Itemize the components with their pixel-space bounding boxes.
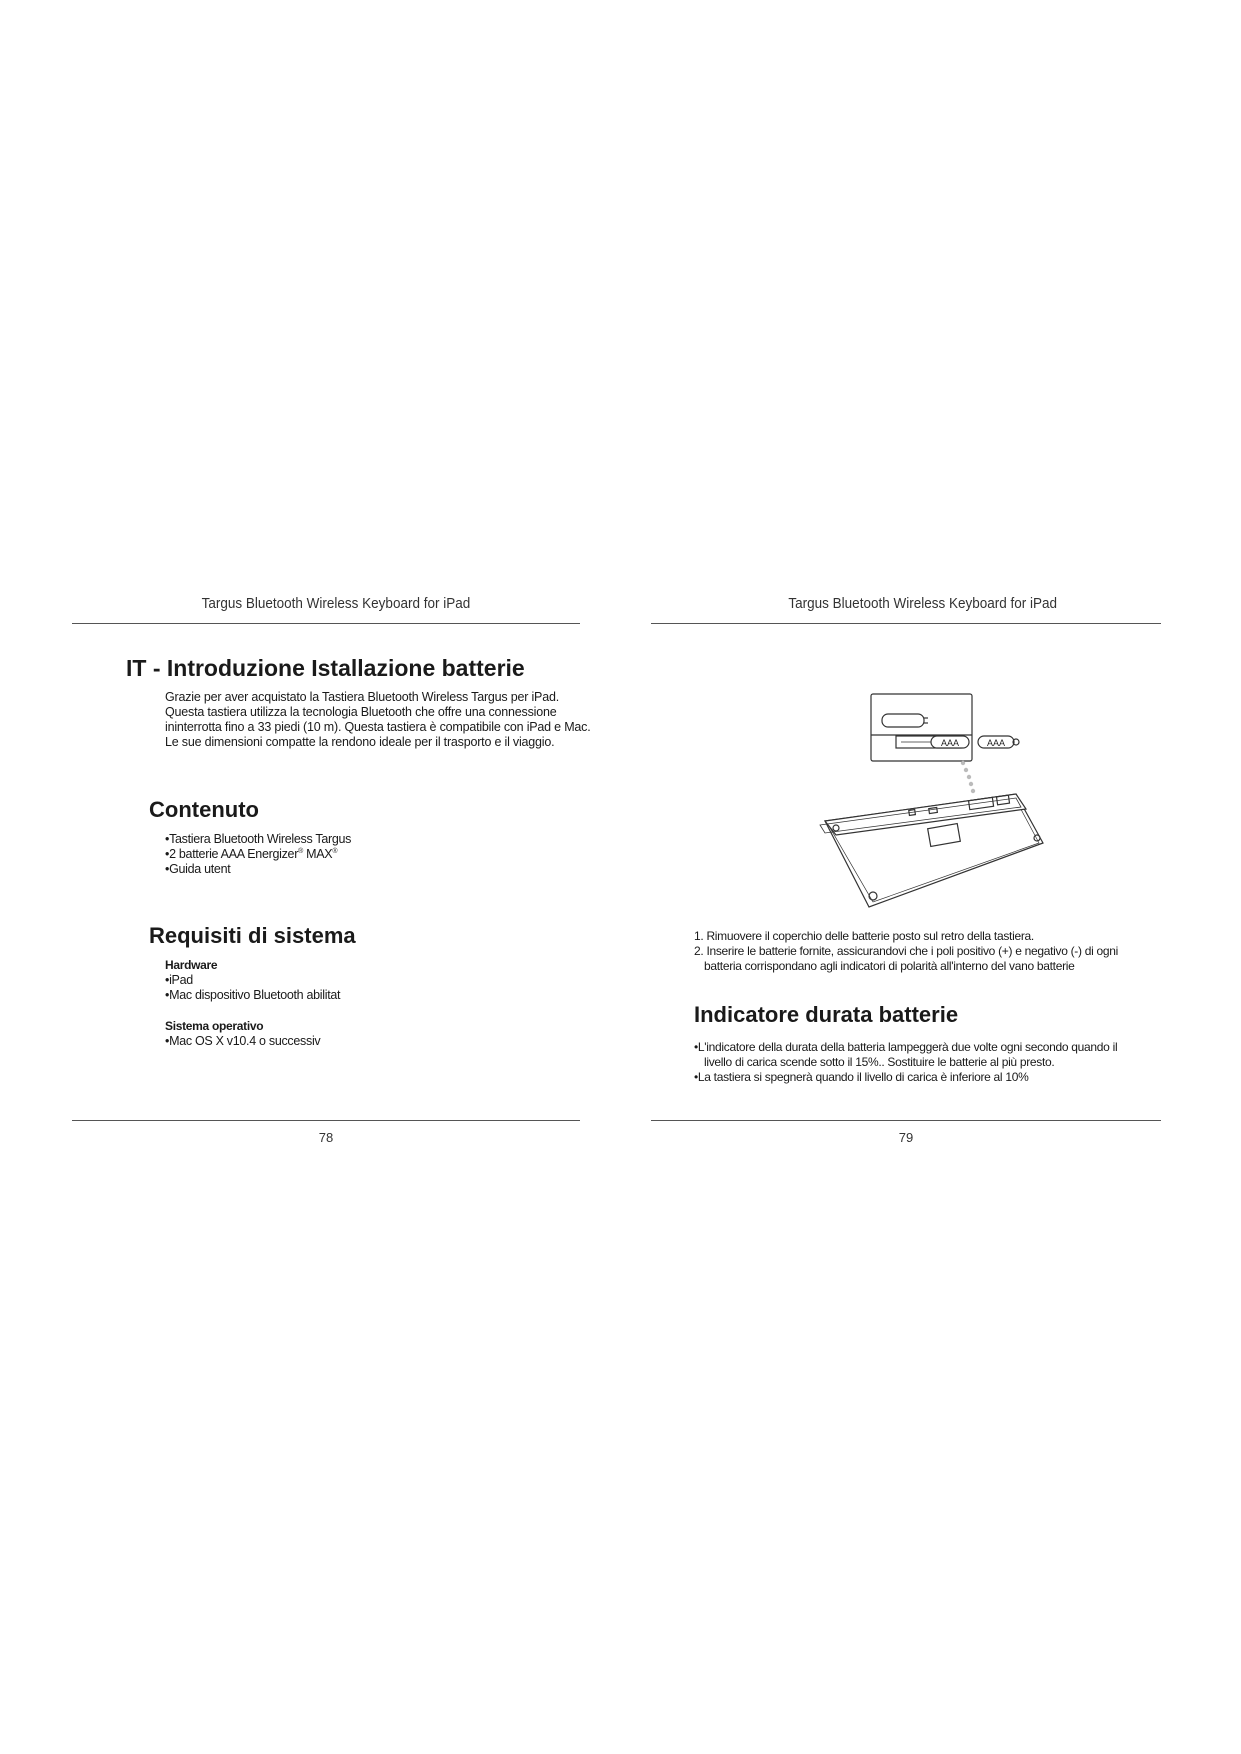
list-item-text: MAX [302, 847, 333, 861]
footer-rule [651, 1120, 1161, 1121]
intro-line: Grazie per aver acquistato la Tastiera Bluetooth Wireless Targus per iPad. [165, 690, 559, 704]
list-item-text: •2 batterie AAA Energizer [165, 847, 299, 861]
svg-text:AAA: AAA [940, 738, 960, 748]
right-page [621, 0, 1241, 1754]
registered-mark: ® [332, 847, 338, 855]
battery-icon [931, 736, 969, 748]
svg-text:AAA: AAA [986, 738, 1006, 748]
battery-outline-icon [882, 714, 924, 727]
label-panel-icon [928, 824, 961, 847]
page-number: 79 [898, 1130, 914, 1145]
battery-icon [978, 736, 1019, 748]
page-number: 78 [318, 1130, 334, 1145]
running-header-title: Targus Bluetooth Wireless Keyboard for iPad [788, 595, 1058, 612]
running-header-title: Targus Bluetooth Wireless Keyboard for iPad [201, 595, 471, 612]
list-item: •Guida utent [165, 862, 231, 876]
list-item: •iPad [165, 973, 193, 987]
keyboard-drawing [820, 794, 1043, 907]
contents-list [165, 832, 351, 877]
footer-rule [72, 1120, 580, 1121]
header-rule [72, 623, 580, 624]
main-title: IT - Introduzione Istallazione batterie [126, 655, 525, 681]
hardware-label: Hardware [165, 958, 218, 972]
list-item: •Tastiera Bluetooth Wireless Targus [165, 832, 352, 846]
header-rule [651, 623, 1161, 624]
indicator-heading: Indicatore durata batterie [694, 1002, 959, 1027]
step-item: 2. Inserire le batterie fornite, assicurandovi che i poli positivo (+) e negativo (-) di ogni batteria corrispondano agli indicatori di polarità all'interno del vano batterie [694, 944, 1118, 973]
os-label: Sistema operativo [165, 1019, 264, 1033]
list-item [165, 847, 351, 862]
compartment-inset-frame [871, 694, 972, 761]
hardware-list [165, 958, 340, 1003]
intro-line: Le sue dimensioni compatte la rendono ideale per il trasporto e il viaggio. [165, 735, 555, 749]
intro-line: ininterrotta fino a 33 piedi (10 m). Questa tastiera è compatibile con iPad e Mac. [165, 720, 591, 734]
step-item: 1. Rimuovere il coperchio delle batterie posto sul retro della tastiera. [694, 929, 1034, 943]
leader-dots [961, 761, 975, 793]
registered-mark: ® [298, 847, 303, 855]
indicator-list [694, 1040, 1124, 1085]
left-page [0, 0, 620, 1754]
intro-line: Questa tastiera utilizza la tecnologia Bluetooth che offre una connessione [165, 705, 557, 719]
list-item: •La tastiera si spegnerà quando il livello di carica è inferiore al 10% [694, 1070, 1029, 1084]
list-item: •Mac OS X v10.4 o successiv [165, 1034, 321, 1048]
intro-paragraph [165, 690, 591, 750]
list-item: •L'indicatore della durata della batteria lampeggerà due volte ogni secondo quando il livello di carica scende sotto il 15%.. Sostituire le batterie al più presto. [694, 1040, 1118, 1069]
requirements-heading: Requisiti di sistema [149, 923, 356, 948]
os-list [165, 1019, 320, 1049]
installation-steps [694, 929, 1124, 974]
list-item: •Mac dispositivo Bluetooth abilitat [165, 988, 341, 1002]
contents-heading: Contenuto [149, 797, 259, 822]
battery-installation-illustration [811, 688, 1111, 913]
